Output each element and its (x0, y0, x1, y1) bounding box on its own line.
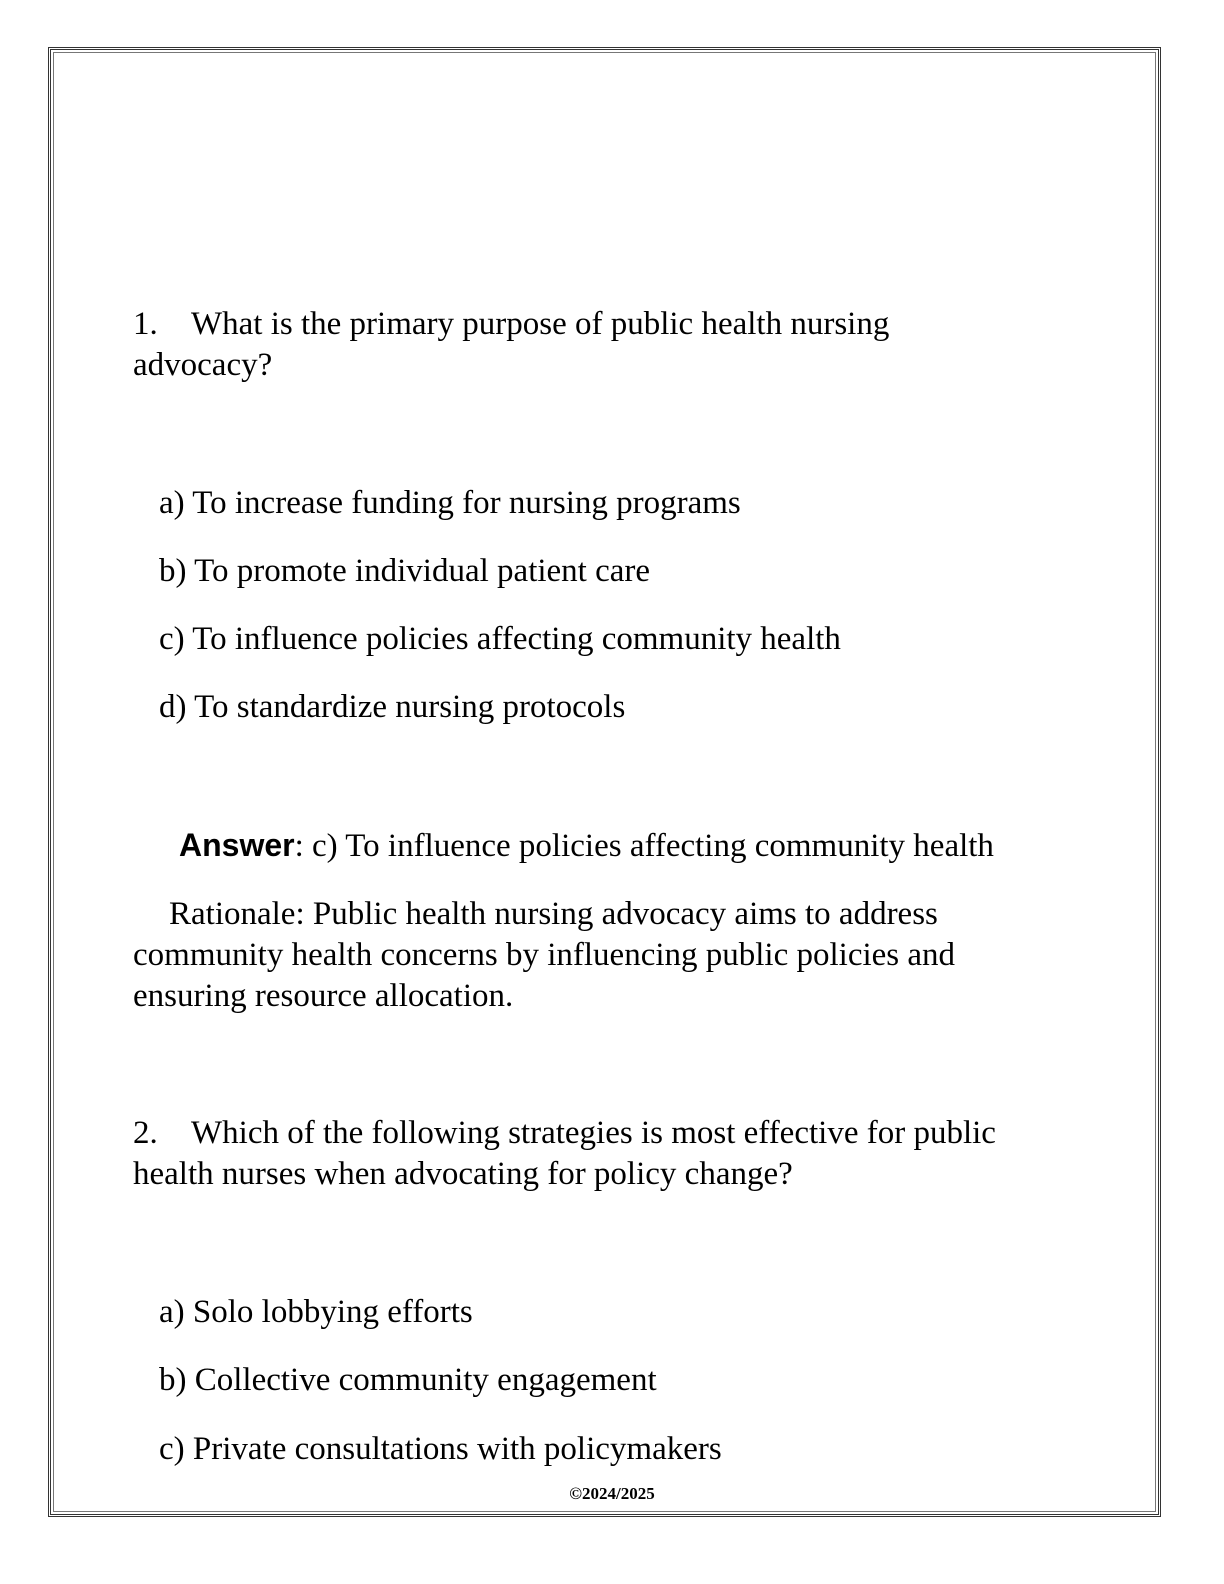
question-1-rationale-line-2: community health concerns by influencing public policies and (133, 937, 956, 973)
question-2-text-line-1: 2. Which of the following strategies is most effective for public (133, 1113, 996, 1154)
question-1-text-line-2: advocacy? (133, 347, 273, 383)
question-1-number: 1. (133, 306, 158, 342)
question-2-option-a: a) Solo lobbying efforts (159, 1294, 473, 1330)
question-1-option-c: c) To influence policies affecting community health (159, 621, 841, 657)
answer-text: : c) To influence policies affecting community health (294, 828, 994, 864)
question-1-option-a: a) To increase funding for nursing programs (159, 485, 741, 521)
question-1-option-d: d) To standardize nursing protocols (159, 689, 626, 725)
question-1-rationale-line-1: Rationale: Public health nursing advocacy aims to address (169, 896, 938, 932)
question-1-option-b: b) To promote individual patient care (159, 553, 651, 589)
question-1-text-line-1: 1. What is the primary purpose of public health nursing (133, 304, 889, 345)
question-1-answer (179, 825, 994, 867)
copyright-footer: ©2024/2025 (569, 1484, 655, 1503)
question-2-text-line-2: health nurses when advocating for policy change? (133, 1156, 793, 1192)
question-2-number: 2. (133, 1115, 158, 1151)
question-2-option-c: c) Private consultations with policymakers (159, 1431, 722, 1467)
question-2-option-b: b) Collective community engagement (159, 1362, 657, 1398)
answer-label: Answer (179, 827, 295, 863)
question-1-rationale-line-3: ensuring resource allocation. (133, 978, 514, 1014)
